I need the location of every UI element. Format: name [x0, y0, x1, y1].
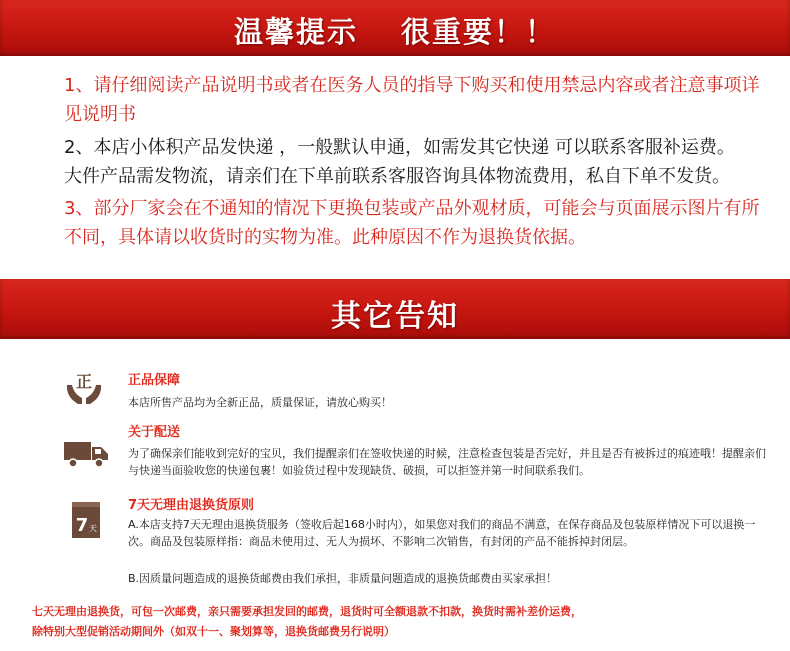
notice-item-2: 2、本店小体积产品发快递 ，一般默认申通，如需发其它快递 可以联系客服补运费。	[64, 137, 735, 158]
bottom-note-line-1: 七天无理由退换货，可包一次邮费，亲只需要承担发回的邮费，退货时可全额退款不扣款，换货时需补差价运费，	[32, 605, 582, 618]
delivery-truck-icon	[62, 438, 110, 470]
seven-day-return-icon	[69, 500, 103, 540]
notice-item-2-continued: 大件产品需发物流，请亲们在下单前联系客服咨询具体物流费用，私自下单不发货。	[64, 166, 730, 187]
return-policy-text-b: B.因质量问题造成的退换货邮费由我们承担，非质量问题造成的退换货邮费由买家承担！	[128, 572, 558, 585]
warning-banner	[0, 0, 790, 56]
hands-genuine-icon	[64, 363, 104, 407]
notice-item-1: 1、请仔细阅读产品说明书或者在医务人员的指导下购买和使用禁忌内容或者注意事项详见说明书	[64, 75, 760, 125]
other-info-banner-title: 其它告知	[331, 299, 459, 334]
other-info-banner	[0, 279, 790, 339]
notice-item-3: 3、部分厂家会在不通知的情况下更换包装或产品外观材质，可能会与页面展示图片有所不同，具体请以收货时的实物为准。此种原因不作为退换货依据。	[64, 198, 760, 248]
return-policy-text-a: A.本店支持7天无理由退换货服务（签收后起168小时内），如果您对我们的商品不满意，在保存商品及包装原样情况下可以退换一次。商品及包装原样指：商品未使用过、无人为损坏、不影响二次销售，有封闭的产品不能拆掉封闭层。	[128, 518, 756, 548]
shipping-title: 关于配送	[128, 425, 181, 440]
genuine-guarantee-text: 本店所售产品均为全新正品，质量保证，请放心购买！	[128, 396, 392, 409]
genuine-guarantee-title: 正品保障	[128, 373, 181, 388]
genuine-icon-glyph: 正	[75, 372, 93, 391]
shipping-text: 为了确保亲们能收到完好的宝贝，我们提醒亲们在签收快递的时候，注意检查包装是否完好，并且是否有被拆过的痕迹哦！提醒亲们与快递当面验收您的快递包裹！如验货过程中发现缺货、破损，可以拒签并第一时间联系我们。	[128, 447, 766, 477]
return-icon-glyph-small: 天	[89, 524, 97, 533]
return-policy-title: 7天无理由退换货原则	[128, 498, 255, 513]
return-icon-glyph: 7	[75, 515, 89, 536]
bottom-note-line-2: 除特别大型促销活动期间外（如双十一、聚划算等，退换货邮费另行说明）	[32, 625, 395, 638]
warning-banner-title: 温馨提示 很重要！！	[233, 15, 557, 49]
